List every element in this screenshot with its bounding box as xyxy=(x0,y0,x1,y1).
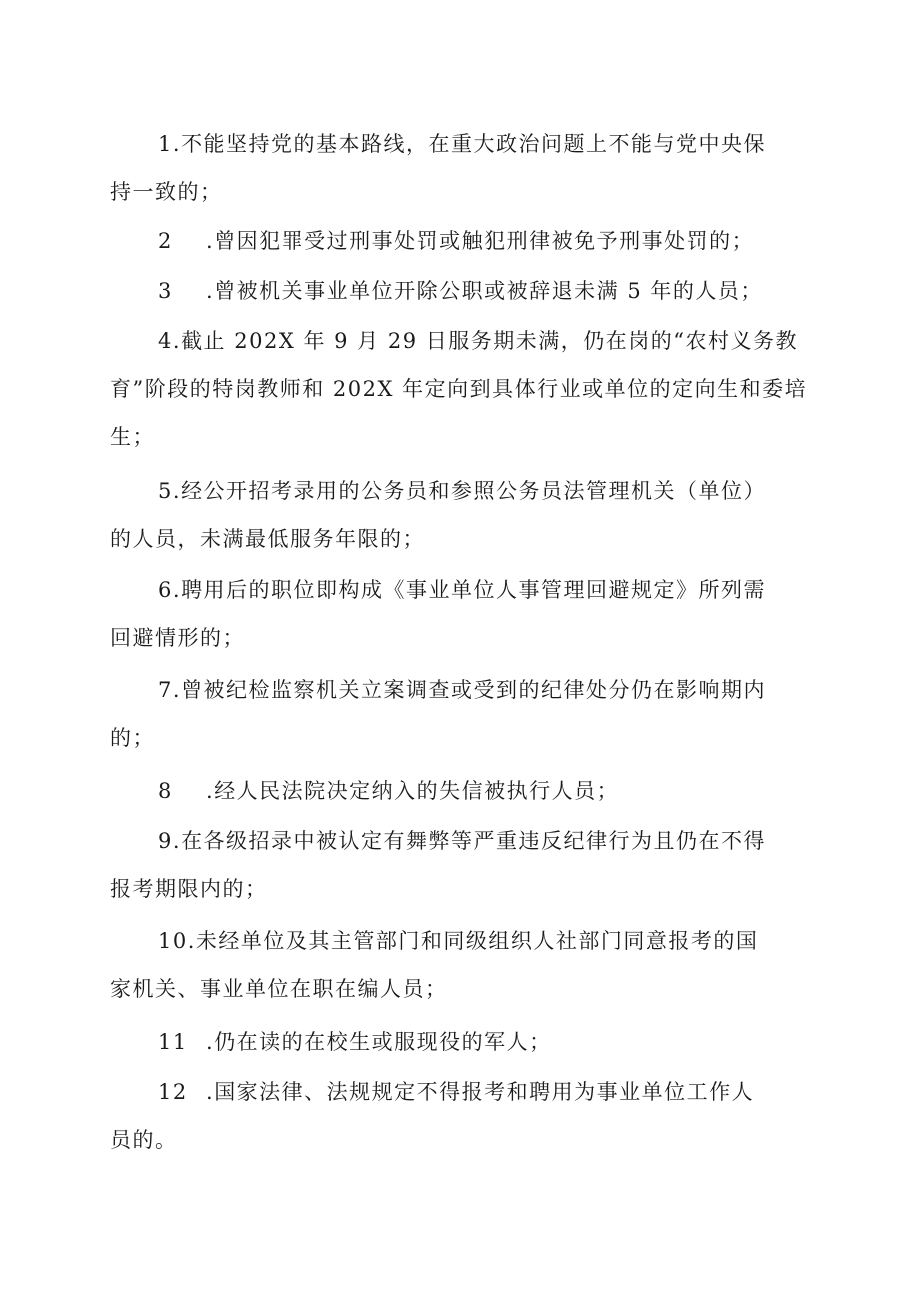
item-number: 12 xyxy=(158,1080,188,1104)
item-text-line: 经公开招考录用的公务员和参照公务员法管理机关（单位） xyxy=(181,479,767,503)
list-item-4 xyxy=(110,317,810,461)
item-text-line: 育”阶段的特岗教师和 202X 年定向到具体行业或单位的定向生和委培 xyxy=(110,377,808,401)
item-text-line: 经人民法院决定纳入的失信被执行人员； xyxy=(214,779,620,803)
item-separator: . xyxy=(187,929,196,953)
item-number: 4 xyxy=(158,329,173,353)
item-separator: . xyxy=(172,578,182,602)
item-text-line: 仍在读的在校生或服现役的军人； xyxy=(214,1030,552,1054)
item-text-line: 家机关、事业单位在职在编人员； xyxy=(110,977,448,1001)
item-number: 10 xyxy=(158,929,188,953)
item-number: 11 xyxy=(158,1030,188,1054)
item-separator: . xyxy=(172,132,182,156)
item-separator: . xyxy=(206,779,215,803)
item-text-line: 的人员，未满最低服务年限的； xyxy=(110,527,425,551)
list-item-5 xyxy=(110,467,810,563)
item-text-line: 聘用后的职位即构成《事业单位人事管理回避规定》所列需 xyxy=(181,578,767,602)
item-separator: . xyxy=(172,329,182,353)
item-text-line: 曾被机关事业单位开除公职或被辞退未满 5 年的人员； xyxy=(214,279,763,303)
item-text-line: 在各级招录中被认定有舞弊等严重违反纪律行为且仍在不得 xyxy=(181,829,767,853)
item-number: 3 xyxy=(158,279,173,303)
list-item-12 xyxy=(110,1068,810,1164)
item-text-line: 曾被纪检监察机关立案调查或受到的纪律处分仍在影响期内 xyxy=(181,678,767,702)
item-text-line: 国家法律、法规规定不得报考和聘用为事业单位工作人 xyxy=(214,1080,755,1104)
item-separator: . xyxy=(206,1080,215,1104)
item-text-line: 的； xyxy=(110,726,155,750)
list-item-3 xyxy=(110,267,810,315)
item-separator: . xyxy=(172,678,182,702)
item-number: 9 xyxy=(158,829,173,853)
list-item-8 xyxy=(110,767,810,815)
item-number: 5 xyxy=(158,479,173,503)
list-item-7 xyxy=(110,666,810,762)
item-text-line: 生； xyxy=(110,425,155,449)
list-item-9 xyxy=(110,817,810,913)
item-separator: . xyxy=(206,1030,215,1054)
item-text-line: 持一致的； xyxy=(110,180,223,204)
item-text-line: 未经单位及其主管部门和同级组织人社部门同意报考的国 xyxy=(195,929,759,953)
item-number: 6 xyxy=(158,578,173,602)
item-separator: . xyxy=(172,479,182,503)
item-text-line: 回避情形的； xyxy=(110,626,245,650)
item-text-line: 截止 202X 年 9 月 29 日服务期未满，仍在岗的“农村义务教 xyxy=(181,329,798,353)
item-text-line: 报考期限内的； xyxy=(110,877,268,901)
list-item-6 xyxy=(110,566,810,662)
list-item-10 xyxy=(110,917,810,1013)
list-item-1 xyxy=(110,120,810,216)
item-text-line: 曾因犯罪受过刑事处罚或触犯刑律被免予刑事处罚的； xyxy=(214,229,755,253)
item-number: 2 xyxy=(158,229,173,253)
item-text-line: 不能坚持党的基本路线，在重大政治问题上不能与党中央保 xyxy=(181,132,767,156)
item-separator: . xyxy=(206,279,215,303)
item-number: 1 xyxy=(158,132,173,156)
item-number: 8 xyxy=(158,779,173,803)
item-separator: . xyxy=(206,229,215,253)
item-text-line: 员的。 xyxy=(110,1128,178,1152)
list-item-2 xyxy=(110,217,810,265)
list-item-11 xyxy=(110,1018,810,1066)
item-separator: . xyxy=(172,829,182,853)
item-number: 7 xyxy=(158,678,173,702)
